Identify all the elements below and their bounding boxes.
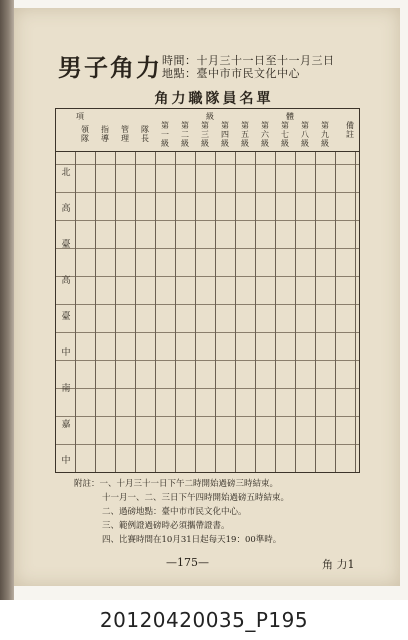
note-line: 附註：一、十月三十一日下午二時開始過磅三時結束。	[74, 479, 279, 489]
header-level: 第八級	[301, 121, 309, 148]
header-level: 第六級	[261, 121, 269, 148]
header-role: 隊長	[141, 125, 149, 143]
header-group-right: 體	[286, 112, 294, 121]
note-line: 二、過磅地點：臺中市市民文化中心。	[102, 507, 247, 517]
header-role: 管理	[121, 125, 129, 143]
header-level: 第九級	[321, 121, 329, 148]
note-line: 十一月一、二、三日下午四時開始過磅五時結束。	[102, 493, 290, 503]
event-place: 地點：臺中市市民文化中心	[162, 67, 300, 80]
header-role: 指導	[101, 125, 109, 143]
image-caption: 20120420035_P195	[99, 608, 309, 632]
roster-table	[55, 108, 360, 473]
header-level: 第七級	[281, 121, 289, 148]
header-level: 第二級	[181, 121, 189, 148]
header-level: 第三級	[201, 121, 209, 148]
note-line: 三、範例證過磅時必須攜帶證書。	[102, 521, 230, 531]
row-label: 嘉	[61, 420, 71, 430]
page-title: 男子角力	[58, 53, 162, 82]
row-label: 中	[61, 456, 71, 466]
row-label: 南	[61, 384, 71, 394]
row-label: 高	[61, 204, 71, 214]
row-label: 中	[61, 348, 71, 358]
event-time: 時間：十月三十一日至十一月三日	[162, 54, 335, 67]
header-remark: 備註	[346, 121, 354, 139]
table-subtitle: 角力職隊員名單	[154, 91, 274, 107]
header-role: 領隊	[81, 125, 89, 143]
running-head: 角 力1	[322, 558, 355, 571]
header-group-left: 項	[76, 112, 84, 121]
row-label: 高	[61, 276, 71, 286]
book-binding	[0, 0, 14, 600]
header-group-mid: 級	[206, 112, 214, 121]
page-number: —175—	[166, 556, 209, 569]
header-level: 第五級	[241, 121, 249, 148]
header-level: 第四級	[221, 121, 229, 148]
header-level: 第一級	[161, 121, 169, 148]
row-label: 臺	[61, 240, 71, 250]
book-page	[14, 8, 400, 586]
row-label: 臺	[61, 312, 71, 322]
note-line: 四、比賽時間在10月31日起每天19：00準時。	[102, 535, 282, 545]
row-label: 北	[61, 168, 71, 178]
table-header	[56, 109, 359, 152]
